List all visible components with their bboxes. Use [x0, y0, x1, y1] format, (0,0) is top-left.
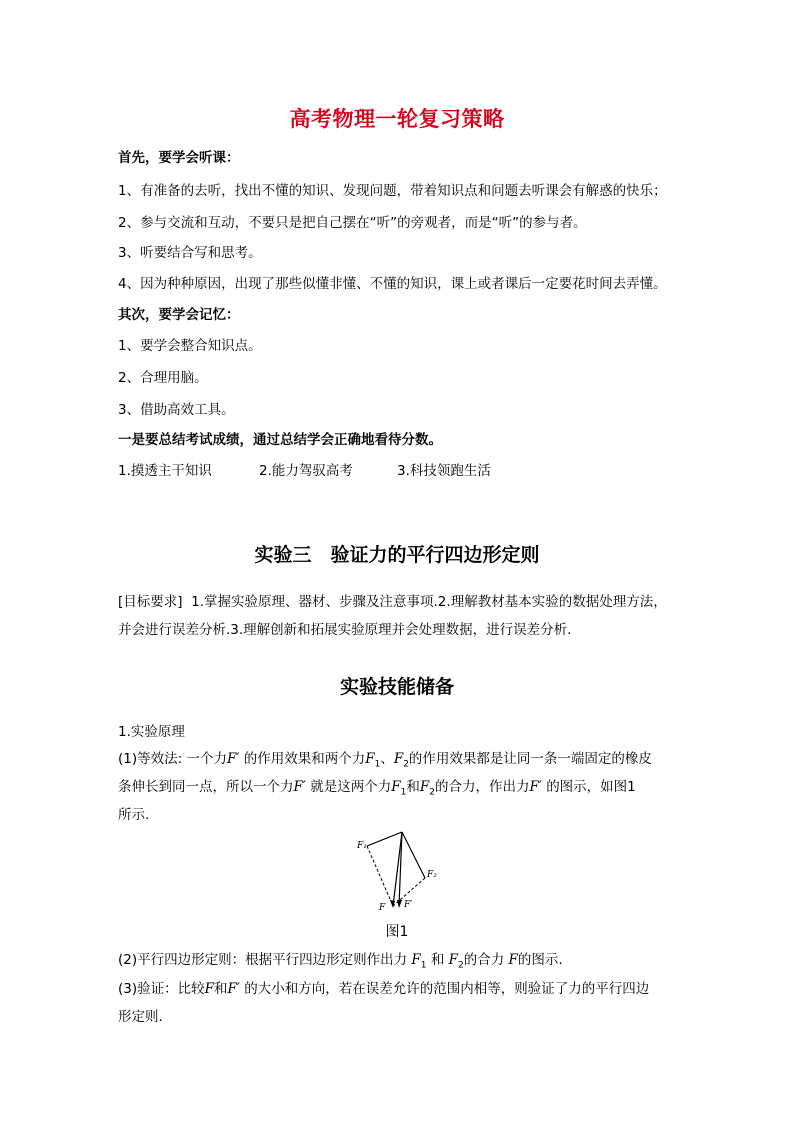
figure-caption: 图1 [385, 924, 409, 940]
subscript: 1 [400, 787, 407, 798]
summary-heading: 一是要总结考试成绩，通过总结学会正确地看待分数。 [118, 432, 442, 448]
symbol-f2: F [393, 751, 404, 767]
force-diagram [355, 830, 445, 912]
goal-line-2: 并会进行误差分析.3.理解创新和拓展实验原理并会处理数据，进行误差分析. [118, 622, 572, 638]
summary-tag-2: 2.能力驾驭高考 [259, 463, 353, 479]
symbol-f: F [204, 981, 214, 997]
symbol-f-prime: F′ [227, 981, 240, 997]
arrow-f1 [367, 832, 402, 846]
subscript: 2 [429, 787, 435, 798]
principle-p3-line1 [118, 977, 649, 997]
experiment-title: 实验三 验证力的平行四边形定则 [254, 544, 540, 566]
label-f: F [379, 903, 386, 912]
text: (1)等效法: 一个力 [118, 751, 227, 767]
text: 的图示. [517, 952, 563, 968]
text: 条伸长到同一点，所以一个力 [118, 779, 294, 795]
subscript: 2 [458, 960, 464, 971]
principle-p1-line3: 所示. [118, 807, 150, 823]
page-title: 高考物理一轮复习策略 [289, 107, 505, 131]
section-title: 实验技能储备 [339, 676, 454, 698]
symbol-f1: F [391, 779, 401, 795]
arrowhead-f [390, 900, 395, 908]
listen-item-1: 1、有准备的去听，找出不懂的知识、发现问题，带着知识点和问题去听课会有解惑的快乐； [118, 183, 667, 199]
principle-p1-line2 [118, 775, 636, 798]
text: (3)验证：比较 [118, 981, 205, 997]
listen-item-3: 3、听要结合写和思考。 [118, 245, 262, 261]
label-f-prime: F′ [404, 900, 413, 910]
text: 和 [214, 981, 228, 997]
symbol-f2: F [419, 779, 430, 795]
dash-f1-parallel [367, 846, 393, 906]
subscript: 2 [403, 759, 409, 770]
principle-heading: 1.实验原理 [118, 724, 185, 740]
symbol-f-prime: F′ [226, 751, 240, 767]
label-f2: F₂ [427, 870, 437, 880]
arrow-f2 [402, 832, 425, 878]
arrowhead-f-prime [397, 900, 402, 908]
text: 和 [406, 779, 420, 795]
text: 和 [430, 952, 445, 968]
text: 的作用效果和两个力 [243, 751, 366, 767]
text: 的合力，作出力 [434, 779, 530, 795]
summary-tag-1: 1.摸透主干知识 [118, 463, 212, 479]
symbol-f-prime: F′ [293, 779, 306, 795]
symbol-f1: F [411, 952, 421, 968]
symbol-f1: F [365, 751, 375, 767]
text: 的图示，如图1 [546, 779, 636, 795]
goal-line-1 [118, 590, 667, 610]
principle-p3-line2: 形定则. [118, 1009, 163, 1025]
label-f1: F₁ [357, 841, 367, 851]
principle-p2 [118, 948, 563, 971]
listen-heading: 首先，要学会听课： [118, 150, 240, 166]
text: 的大小和方向，若在误差允许的范围内相等，则验证了力的平行四边 [244, 981, 650, 997]
memory-item-2: 2、合理用脑。 [118, 370, 208, 386]
subscript: 1 [374, 759, 381, 770]
symbol-f: F [508, 952, 518, 968]
symbol-f2: F [448, 952, 458, 968]
text: 就是这两个力 [310, 779, 392, 795]
text: 的合力 [463, 952, 505, 968]
subscript: 1 [420, 960, 427, 971]
separator: 、 [380, 751, 394, 767]
memory-heading: 其次，要学会记忆： [118, 307, 240, 323]
text: 的作用效果都是让同一条一端固定的橡皮 [408, 751, 652, 767]
goal-tag: [目标要求] [118, 594, 183, 610]
goal-text-1: 1.掌握实验原理、器材、步骤及注意事项.2.理解教材基本实验的数据处理方法， [191, 594, 667, 610]
listen-item-4: 4、因为种种原因，出现了那些似懂非懂、不懂的知识，课上或者课后一定要花时间去弄懂。 [118, 276, 667, 292]
text: (2)平行四边形定则：根据平行四边形定则作出力 [118, 952, 408, 968]
memory-item-3: 3、借助高效工具。 [118, 402, 235, 418]
principle-p1-line1 [118, 747, 652, 770]
memory-item-1: 1、要学会整合知识点。 [118, 338, 262, 354]
listen-item-2: 2、参与交流和互动，不要只是把自己摆在“听”的旁观者，而是“听”的参与者。 [118, 215, 587, 231]
symbol-f-prime: F′ [529, 779, 542, 795]
summary-tag-3: 3.科技领跑生活 [397, 463, 491, 479]
